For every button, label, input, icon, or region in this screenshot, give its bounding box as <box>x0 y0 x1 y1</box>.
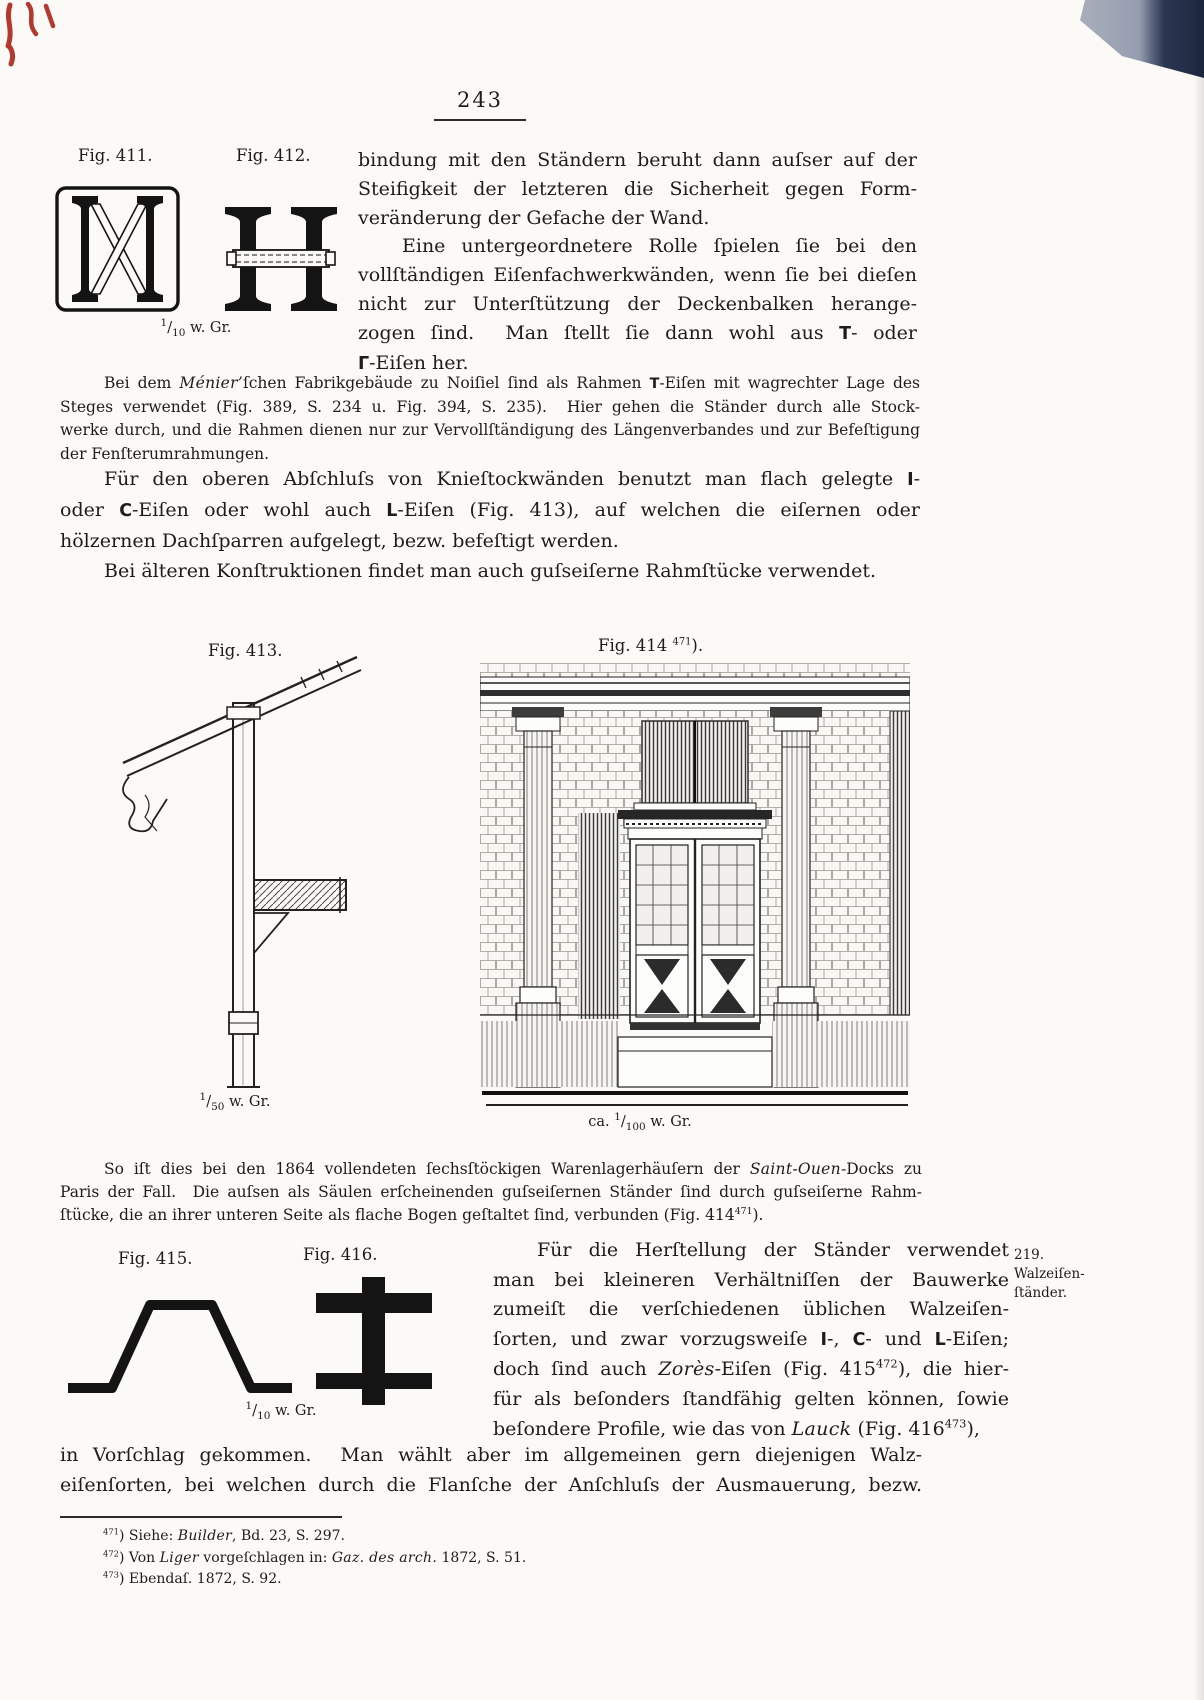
book-spine-artifact <box>1080 0 1204 78</box>
fig414-door-right-leaf <box>702 845 754 1017</box>
footnotes <box>103 1526 743 1591</box>
text-line: Bei älteren Konſtruktionen findet man auch guſseiſerne Rahmſtücke verwendet. <box>104 560 877 582</box>
text-line: Paris der Fall. Die auſsen als Säulen erſcheinenden guſseiſernen Ständer ſind durch guſseiſerne Rahm- <box>60 1183 922 1202</box>
text-line: Γ-Eiſen her. <box>358 351 469 374</box>
fig412-bolted-ibeams-drawing <box>224 206 338 312</box>
text-line: Bei dem Ménier’ſchen Fabrikgebäude zu Noiſiel ſind als Rahmen T-Eiſen mit wagrechter Lage des <box>104 374 920 392</box>
text-line: nicht zur Unterſtützung der Deckenbalken herange- <box>358 292 917 315</box>
text-line: ſtänder. <box>1014 1285 1068 1301</box>
fig411-412-scale-caption: $^1/_{10}$ w. Gr. <box>160 317 232 339</box>
text-line: veränderung der Gefache der Wand. <box>358 206 710 229</box>
text-block-saint-ouen <box>60 1158 922 1228</box>
text-line: $^{472}$) Von Liger vorgeſchlagen in: Gaz. des arch. 1872, S. 51. <box>103 1547 527 1566</box>
text-line: Steifigkeit der letzteren die Sicherheit gegen Form- <box>358 177 917 200</box>
red-ink-marks <box>2 2 66 68</box>
text-line: ſorten, und zwar vorzugsweiſe I-, C- und L-Eiſen; <box>493 1327 1010 1350</box>
text-line: doch ſind auch Zorès-Eiſen (Fig. $415^{472}$), die hier- <box>493 1357 1009 1381</box>
text-line: zogen ſind. Man ſtellt ſie dann wohl aus T- oder <box>358 321 917 344</box>
text-line: $^{473}$) Ebendaſ. 1872, S. 92. <box>103 1569 282 1587</box>
fig411-label: Fig. 411. <box>78 146 153 165</box>
text-line: Walzeiſen- <box>1014 1266 1085 1282</box>
fig414-facade-etching <box>480 663 910 1099</box>
text-line: werke durch, und die Rahmen dienen nur zur Vervollſtändigung des Längenverbandes und zur Befeſtigung <box>60 421 920 440</box>
page-edge-shadow <box>1194 0 1204 1700</box>
fig414-ground-rule <box>486 1104 908 1106</box>
fig414-scale-caption: ca. $^1/_{100}$ w. Gr. <box>588 1111 692 1133</box>
text-block-kniestock <box>60 464 920 586</box>
text-line: zumeiſt die verſchiedenen üblichen Walzeiſen- <box>493 1298 1009 1321</box>
text-line: 219. <box>1014 1247 1045 1263</box>
fig416-label: Fig. 416. <box>303 1245 378 1264</box>
text-block-intro <box>358 146 917 378</box>
text-line: vollſtändigen Eiſenfachwerkwänden, wenn ſie bei dieſen <box>358 264 917 287</box>
text-line: in Vorſchlag gekommen. Man wählt aber im allgemeinen gern diejenigen Walz- <box>60 1444 922 1466</box>
text-block-menier <box>60 372 920 466</box>
text-line: ſtücke, die an ihrer unteren Seite als flache Bogen geſtaltet ſind, verbunden (Fig. $414^{471}$). <box>60 1206 764 1225</box>
text-line: eiſenſorten, bei welchen durch die Flanſche der Anſchluſs der Ausmauerung, bezw. <box>60 1474 922 1496</box>
text-line: Steges verwendet (Fig. 389, S. 234 u. Fig. 394, S. 235). Hier gehen die Ständer durch alle Stock- <box>60 398 920 417</box>
text-block-walzeisen <box>493 1236 1009 1444</box>
text-line: hölzernen Dachſparren aufgelegt, bezw. befeſtigt werden. <box>60 530 619 552</box>
text-line: bindung mit den Ständern beruht dann auſser auf der <box>358 149 917 171</box>
margin-note-walzeisenstaender <box>1014 1246 1110 1303</box>
fig414-label: Fig. 414 $^{471}$). <box>598 636 704 655</box>
text-line: Eine untergeordnetere Rolle ſpielen ſie bei den <box>402 235 917 258</box>
fig414-door-left-leaf <box>636 845 688 1017</box>
fig411-cross-braced-frame-drawing <box>55 186 180 312</box>
text-line: der Fenſterumrahmungen. <box>60 444 270 463</box>
fig415-label: Fig. 415. <box>118 1249 193 1268</box>
text-line: $^{471}$) Siehe: Builder, Bd. 23, S. 297. <box>103 1526 345 1544</box>
text-line: oder C-Eiſen oder wohl auch L-Eiſen (Fig. 413), auf welchen die eiſernen oder <box>60 499 920 521</box>
fig415-416-scale-caption: $^1/_{10}$ w. Gr. <box>245 1400 317 1422</box>
text-line: Für die Herſtellung der Ständer verwendet <box>537 1239 1009 1261</box>
fig416-lauck-profile-drawing <box>316 1277 432 1405</box>
fig415-zores-profile-drawing <box>62 1283 297 1401</box>
text-line: Für den oberen Abſchluſs von Knieſtockwänden benutzt man flach gelegte I- <box>104 468 920 490</box>
text-line: man bei kleineren Verhältniſſen der Bauwerke <box>493 1268 1009 1291</box>
footnote-separator-rule <box>60 1516 342 1518</box>
fig412-label: Fig. 412. <box>236 146 311 165</box>
fig413-roof-section-drawing <box>105 645 365 1095</box>
fig413-label: Fig. 413. <box>208 641 283 660</box>
text-line: für als beſonders ſtandfähig gelten können, ſowie <box>493 1387 1009 1410</box>
text-line: beſondere Profile, wie das von Lauck (Fig. $416^{473}$), <box>493 1416 980 1440</box>
page-number: 243 <box>434 88 526 121</box>
fig413-scale-caption: $^1/_{50}$ w. Gr. <box>199 1091 271 1113</box>
text-line: So iſt dies bei den 1864 vollendeten ſechsſtöckigen Warenlagerhäuſern der Saint-Ouen-Docks zu <box>104 1160 922 1178</box>
text-block-continuation <box>60 1440 922 1500</box>
